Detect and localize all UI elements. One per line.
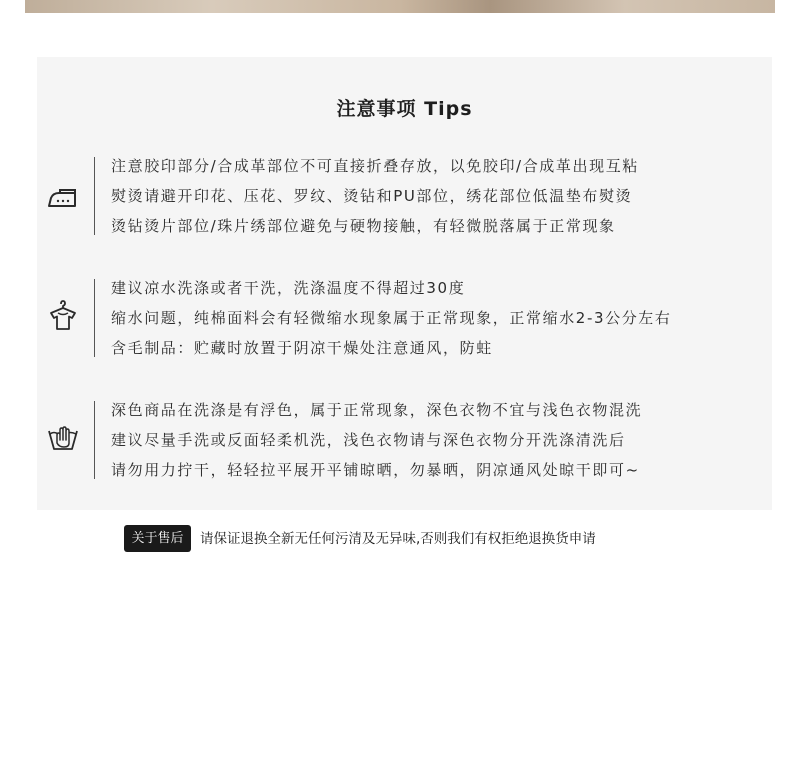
care-line: 含毛制品：贮藏时放置于阴凉干燥处注意通风，防蛀 (111, 339, 493, 357)
section-text (111, 395, 642, 485)
care-line: 烫钻烫片部位/珠片绣部位避免与硬物接触，有轻微脱落属于正常现象 (111, 217, 616, 235)
care-section-ironing (37, 151, 772, 241)
care-line: 请勿用力拧干，轻轻拉平展开平铺晾晒，勿暴晒，阴凉通风处晾干即可~ (111, 461, 640, 479)
after-sale-badge: 关于售后 (124, 525, 191, 552)
hanging-shirt-icon (46, 298, 80, 332)
care-line: 建议凉水洗涤或者干洗，洗涤温度不得超过30度 (111, 279, 466, 297)
section-text (111, 273, 672, 363)
after-sale-policy-text: 请保证退换全新无任何污清及无异味,否则我们有权拒绝退换货申请 (200, 531, 596, 547)
care-line: 缩水问题，纯棉面料会有轻微缩水现象属于正常现象，正常缩水2-3公分左右 (111, 309, 672, 327)
section-text (111, 151, 639, 241)
care-line: 注意胶印部分/合成革部位不可直接折叠存放，以免胶印/合成革出现互粘 (111, 157, 639, 175)
care-section-washing (37, 273, 772, 363)
section-divider (94, 401, 95, 479)
care-line: 熨烫请避开印花、压花、罗纹、烫钻和PU部位，绣花部位低温垫布熨烫 (111, 187, 633, 205)
hand-wash-icon (46, 421, 80, 455)
care-line: 建议尽量手洗或反面轻柔机洗，浅色衣物请与深色衣物分开洗涤清洗后 (111, 431, 626, 449)
product-photo-strip (25, 0, 775, 13)
iron-icon (46, 181, 80, 215)
notice-title: 注意事项 Tips (336, 98, 473, 120)
care-line: 深色商品在洗涤是有浮色，属于正常现象，深色衣物不宜与浅色衣物混洗 (111, 401, 643, 419)
section-divider (94, 157, 95, 235)
care-section-hand-wash (37, 395, 772, 485)
section-divider (94, 279, 95, 357)
care-notice-card (37, 57, 772, 510)
